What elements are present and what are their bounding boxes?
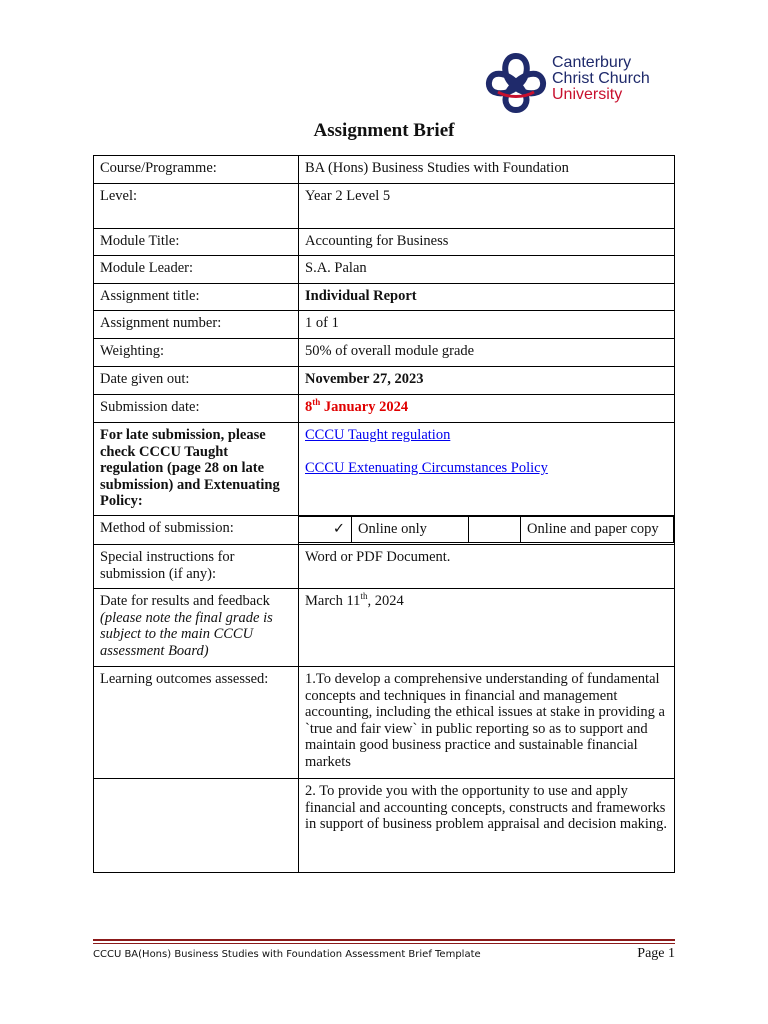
assignment-brief-table [93,155,675,873]
course-label: Course/Programme: [94,156,299,184]
taught-regulation-link[interactable]: CCCU Taught regulation [305,427,451,443]
footer-text: CCCU BA(Hons) Business Studies with Foundation Assessment Brief Template [93,949,481,960]
submission-day: 8 [305,399,313,415]
table-row [94,156,675,184]
late-submission-label: For late submission, please check CCCU Taught regulation (page 28 on late submission) and Extenuating Policy: [94,423,299,516]
learning-outcomes-label: Learning outcomes assessed: [94,667,299,779]
online-only-check-icon: ✓ [299,517,352,543]
table-row [94,256,675,284]
online-and-paper-option: Online and paper copy [521,517,674,543]
logo-line-1: Canterbury [552,54,632,71]
submission-date-label: Submission date: [94,395,299,423]
table-row [94,284,675,311]
submission-date-value [299,395,675,423]
table-row [94,589,675,667]
paper-copy-check-box [469,517,521,543]
page-number: Page 1 [637,946,675,961]
weighting-value: 50% of overall module grade [299,339,675,367]
results-date-prefix: March 11 [305,593,361,609]
logo-line-2: Christ Church [552,70,650,87]
table-row [94,667,675,779]
document-title: Assignment Brief [313,120,455,141]
results-date-year: , 2024 [367,593,404,609]
method-options-table [299,516,674,543]
footer-divider [93,939,675,941]
empty-cell [94,779,299,873]
table-row [94,184,675,229]
table-row [94,311,675,339]
table-row [94,367,675,395]
method-label: Method of submission: [94,516,299,545]
date-given-value: November 27, 2023 [299,367,675,395]
online-only-option: Online only [352,517,469,543]
results-note: (please note the final grade is subject to the main CCCU assessment Board) [100,609,273,659]
extenuating-policy-link[interactable]: CCCU Extenuating Circumstances Policy [305,460,548,476]
special-instructions-label: Special instructions for submission (if any): [94,545,299,589]
table-row [94,229,675,256]
submission-day-suffix: th [312,397,321,408]
method-options [299,516,675,545]
table-row [94,779,675,873]
course-value: BA (Hons) Business Studies with Foundation [299,156,675,184]
results-label-text: Date for results and feedback [100,593,270,609]
late-submission-links [299,423,675,516]
results-date-suffix: th [360,591,368,602]
special-instructions-value: Word or PDF Document. [299,545,675,589]
assignment-title-label: Assignment title: [94,284,299,311]
trinity-knot-icon [484,52,548,114]
module-title-value: Accounting for Business [299,229,675,256]
logo-line-3: University [552,86,623,103]
footer-divider-thin [93,943,675,944]
university-logo [476,44,674,120]
table-row [94,339,675,367]
assignment-number-value: 1 of 1 [299,311,675,339]
level-value: Year 2 Level 5 [299,184,675,229]
results-feedback-label [94,589,299,667]
learning-outcome-2: 2. To provide you with the opportunity to use and apply financial and accounting concepts, constructs and frameworks in support of business problem appraisal and decision making. [299,779,675,873]
table-row [94,395,675,423]
level-label: Level: [94,184,299,229]
learning-outcome-1: 1.To develop a comprehensive understanding of fundamental concepts and techniques in financial and management accounting, including the ethical issues at stake in providing a `true and fair view` in public reporting so as to support and maintain good business practice and sustainable financial markets [299,667,675,779]
table-row [94,545,675,589]
submission-month-year: January 2024 [320,399,409,415]
table-row [94,423,675,516]
assignment-title-value: Individual Report [299,284,675,311]
module-leader-label: Module Leader: [94,256,299,284]
module-leader-value: S.A. Palan [299,256,675,284]
assignment-number-label: Assignment number: [94,311,299,339]
weighting-label: Weighting: [94,339,299,367]
date-given-label: Date given out: [94,367,299,395]
table-row [94,516,675,545]
module-title-label: Module Title: [94,229,299,256]
results-date-value [299,589,675,667]
